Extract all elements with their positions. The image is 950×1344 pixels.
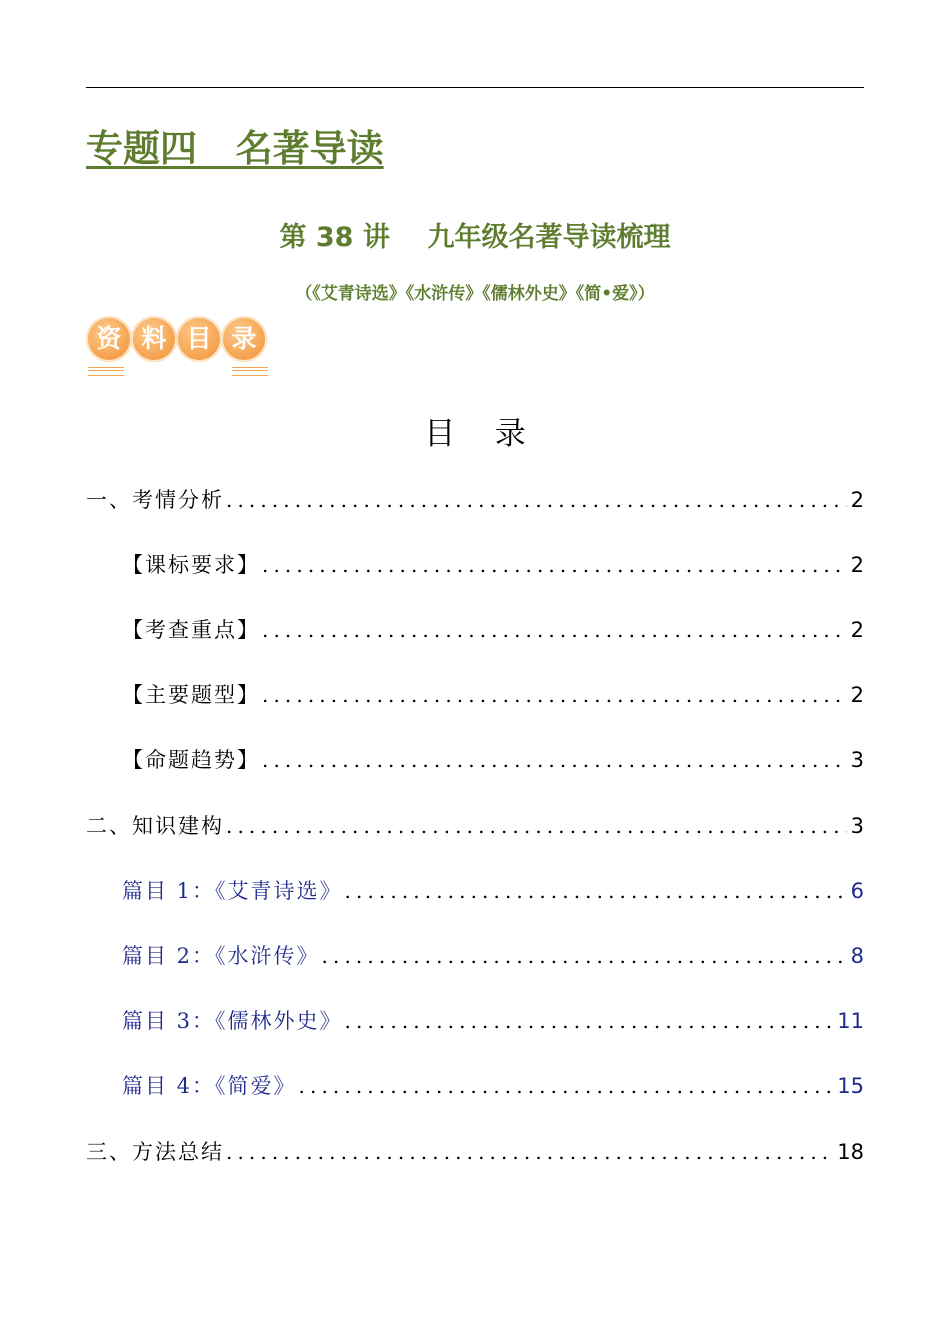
toc-leader-dots <box>226 1132 833 1172</box>
toc-heading: 目 录 <box>424 416 526 452</box>
badge-char-3: 目 <box>176 316 222 362</box>
toc-leader-dots <box>262 740 847 780</box>
toc-page-number: 18 <box>837 1140 864 1164</box>
toc-entry-label: 三、方法总结 <box>86 1140 224 1164</box>
toc-entry-label: 【考查重点】 <box>122 618 260 642</box>
toc-page-number: 11 <box>837 1009 864 1033</box>
toc-leader-dots <box>226 806 847 846</box>
toc-entry-curriculum-requirements[interactable] <box>122 545 864 585</box>
toc-entry-book-3[interactable] <box>122 1001 864 1041</box>
lecture-subtitle: （《艾青诗选》《水浒传》《儒林外史》《简•爱》） <box>295 284 655 304</box>
toc-entry-book-2[interactable] <box>122 936 864 976</box>
toc-page-number: 3 <box>850 814 864 838</box>
badge-underline-right <box>232 367 268 376</box>
toc-page-number: 2 <box>850 618 864 642</box>
toc-leader-dots <box>322 936 847 976</box>
toc-page-number: 3 <box>850 748 864 772</box>
toc-entry-exam-analysis[interactable] <box>86 480 864 520</box>
toc-entry-book-1[interactable] <box>122 871 864 911</box>
toc-entry-exam-focus[interactable] <box>122 610 864 650</box>
toc-leader-dots <box>226 480 847 520</box>
toc-entry-label: 二、知识建构 <box>86 814 224 838</box>
lecture-title: 第 38 讲 九年级名著导读梳理 <box>279 222 671 253</box>
toc-entry-label: 一、考情分析 <box>86 488 224 512</box>
toc-entry-label: 篇目 3：《儒林外史》 <box>122 1009 343 1033</box>
toc-entry-label: 篇目 1：《艾青诗选》 <box>122 879 343 903</box>
toc-leader-dots <box>345 1001 834 1041</box>
badge-char-1: 资 <box>86 316 132 362</box>
toc-entry-label: 【命题趋势】 <box>122 748 260 772</box>
toc-page-number: 8 <box>850 944 864 968</box>
toc-entry-label: 【主要题型】 <box>122 683 260 707</box>
toc-page-number: 2 <box>850 553 864 577</box>
toc-page-number: 6 <box>850 879 864 903</box>
badge-char-2: 料 <box>131 316 177 362</box>
toc-page-number: 2 <box>850 683 864 707</box>
toc-entry-method-summary[interactable] <box>86 1132 864 1172</box>
badge-underline-left <box>88 367 124 376</box>
toc-entry-label: 【课标要求】 <box>122 553 260 577</box>
badge-char-4: 录 <box>221 316 267 362</box>
toc-entry-label: 篇目 2：《水浒传》 <box>122 944 320 968</box>
toc-leader-dots <box>262 545 847 585</box>
toc-entry-book-4[interactable] <box>122 1066 864 1106</box>
toc-leader-dots <box>262 610 847 650</box>
toc-leader-dots <box>299 1066 834 1106</box>
toc-page-number: 2 <box>850 488 864 512</box>
contents-badge <box>86 314 272 376</box>
toc-entry-trends[interactable] <box>122 740 864 780</box>
topic-title: 专题四 名著导读 <box>86 127 384 170</box>
toc-leader-dots <box>262 675 847 715</box>
toc-entry-knowledge-framework[interactable] <box>86 806 864 846</box>
header-rule <box>86 87 864 88</box>
toc-entry-label: 篇目 4：《简爱》 <box>122 1074 297 1098</box>
toc-leader-dots <box>345 871 847 911</box>
toc-page-number: 15 <box>837 1074 864 1098</box>
toc-entry-question-types[interactable] <box>122 675 864 715</box>
